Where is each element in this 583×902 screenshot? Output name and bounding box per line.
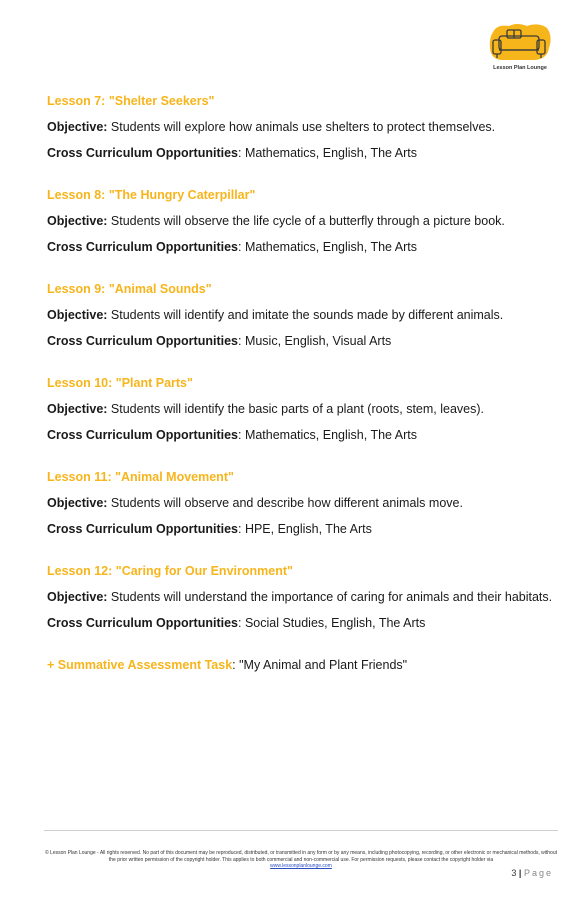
summative-text: : "My Animal and Plant Friends" bbox=[232, 658, 408, 672]
page-number bbox=[511, 868, 553, 878]
objective-line bbox=[47, 494, 562, 512]
lesson-title: Lesson 8: "The Hungry Caterpillar" bbox=[47, 188, 256, 202]
cross-curriculum-line bbox=[47, 426, 562, 444]
lesson-title: Lesson 9: "Animal Sounds" bbox=[47, 282, 212, 296]
lesson-plan-lounge-logo bbox=[487, 22, 553, 74]
footer-divider bbox=[44, 830, 558, 831]
lesson-title: Lesson 12: "Caring for Our Environment" bbox=[47, 564, 293, 578]
objective-label: Objective: bbox=[47, 120, 108, 134]
cross-curriculum-text: : Mathematics, English, The Arts bbox=[238, 428, 418, 442]
objective-text: Students will explore how animals use shelters to protect themselves. bbox=[107, 120, 496, 134]
cross-curriculum-text: : HPE, English, The Arts bbox=[238, 522, 372, 536]
lesson-title: Lesson 7: "Shelter Seekers" bbox=[47, 94, 215, 108]
page-number-value: 3 bbox=[511, 868, 517, 878]
objective-text: Students will understand the importance of caring for animals and their habitats. bbox=[107, 590, 553, 604]
summative-label: + Summative Assessment Task bbox=[47, 658, 233, 672]
cross-curriculum-label: Cross Curriculum Opportunities bbox=[47, 616, 238, 630]
cross-curriculum-label: Cross Curriculum Opportunities bbox=[47, 428, 238, 442]
objective-label: Objective: bbox=[47, 402, 108, 416]
summative-assessment bbox=[47, 656, 562, 674]
footer-copyright bbox=[44, 850, 558, 870]
lesson-12 bbox=[47, 562, 562, 632]
cross-curriculum-text: : Mathematics, English, The Arts bbox=[238, 146, 418, 160]
objective-label: Objective: bbox=[47, 308, 108, 322]
cross-curriculum-line bbox=[47, 238, 562, 256]
copyright-text: © Lesson Plan Lounge - All rights reserved. No part of this document may be reproduced, distributed, or transmitted in any form or by any means, including photocopying, recording, or other electronic or mechanical methods, without the prior written permission of the copyright holder. This applies to both commercial and non-commercial use. For permission requests, please contact the copyright holder via bbox=[44, 850, 557, 863]
cross-curriculum-label: Cross Curriculum Opportunities bbox=[47, 146, 238, 160]
lesson-11 bbox=[47, 468, 562, 538]
cross-curriculum-label: Cross Curriculum Opportunities bbox=[47, 522, 238, 536]
objective-line bbox=[47, 306, 562, 324]
cross-curriculum-line bbox=[47, 144, 562, 162]
sofa-icon bbox=[487, 22, 553, 66]
lesson-10 bbox=[47, 374, 562, 444]
website-link[interactable]: www.lessonplanlounge.com bbox=[270, 863, 332, 869]
objective-line bbox=[47, 118, 562, 136]
cross-curriculum-text: : Social Studies, English, The Arts bbox=[238, 616, 426, 630]
cross-curriculum-line bbox=[47, 614, 562, 632]
objective-text: Students will observe and describe how different animals move. bbox=[107, 496, 463, 510]
lesson-list bbox=[47, 92, 562, 674]
lesson-title: Lesson 10: "Plant Parts" bbox=[47, 376, 193, 390]
objective-text: Students will identify the basic parts of a plant (roots, stem, leaves). bbox=[107, 402, 484, 416]
lesson-8 bbox=[47, 186, 562, 256]
page-word: Page bbox=[523, 868, 553, 878]
page-separator: | bbox=[518, 868, 522, 878]
objective-text: Students will observe the life cycle of a butterfly through a picture book. bbox=[107, 214, 505, 228]
cross-curriculum-label: Cross Curriculum Opportunities bbox=[47, 334, 238, 348]
objective-line bbox=[47, 212, 562, 230]
lesson-7 bbox=[47, 92, 562, 162]
objective-line bbox=[47, 588, 562, 606]
logo-text: Lesson Plan Lounge bbox=[493, 65, 547, 71]
cross-curriculum-text: : Mathematics, English, The Arts bbox=[238, 240, 418, 254]
cross-curriculum-label: Cross Curriculum Opportunities bbox=[47, 240, 238, 254]
cross-curriculum-line bbox=[47, 520, 562, 538]
cross-curriculum-line bbox=[47, 332, 562, 350]
lesson-title: Lesson 11: "Animal Movement" bbox=[47, 470, 234, 484]
cross-curriculum-text: : Music, English, Visual Arts bbox=[238, 334, 392, 348]
objective-text: Students will identify and imitate the sounds made by different animals. bbox=[107, 308, 504, 322]
objective-line bbox=[47, 400, 562, 418]
objective-label: Objective: bbox=[47, 214, 108, 228]
objective-label: Objective: bbox=[47, 590, 108, 604]
lesson-9 bbox=[47, 280, 562, 350]
objective-label: Objective: bbox=[47, 496, 108, 510]
